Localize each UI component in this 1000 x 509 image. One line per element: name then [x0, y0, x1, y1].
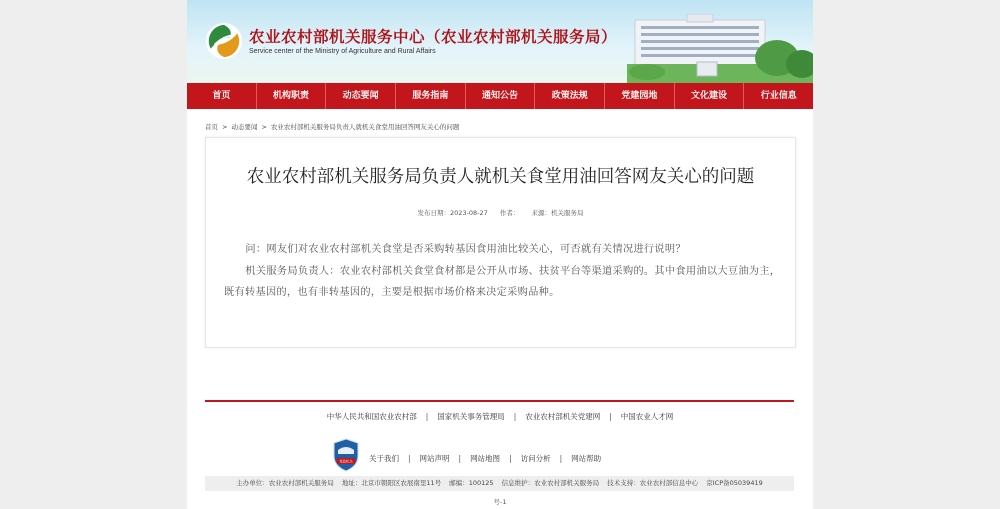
link-separator: |	[513, 412, 517, 421]
footer-analytics[interactable]: 访问分析	[520, 454, 551, 463]
page	[187, 0, 813, 509]
breadcrumb-separator: >	[222, 123, 228, 131]
badge-text: 党政机关	[339, 459, 353, 464]
publish-date: 发布日期：2023-08-27	[417, 209, 488, 217]
site-title: 农业农村部机关服务中心（农业农村部机关服务局）	[249, 28, 618, 46]
footer-site-statement[interactable]: 网站声明	[419, 454, 450, 463]
site-subtitle: Service center of the Ministry of Agriculture and Rural Affairs	[249, 48, 436, 55]
government-badge-icon[interactable]	[333, 438, 359, 472]
footer-info-bar	[205, 476, 794, 491]
breadcrumb-news[interactable]: 动态要闻	[231, 123, 258, 131]
breadcrumb-separator: >	[261, 123, 267, 131]
icp-suffix: 号-1	[493, 498, 507, 506]
footer-link-moa[interactable]: 中华人民共和国农业农村部	[326, 412, 417, 421]
author-label: 作者：	[499, 209, 520, 217]
article-panel	[205, 137, 796, 348]
link-separator: |	[559, 454, 563, 463]
breadcrumb	[205, 122, 459, 131]
site-header	[187, 0, 813, 83]
footer-external-links	[187, 411, 813, 422]
link-separator: |	[509, 454, 512, 463]
source-label: 来源：机关服务局	[531, 209, 584, 217]
footer-icp[interactable]: 京ICP备05039419	[706, 479, 763, 487]
footer-link-talent[interactable]: 中国农业人才网	[620, 412, 674, 421]
site-logo-icon	[205, 22, 243, 60]
footer-divider	[205, 400, 794, 402]
footer-host: 主办单位：农业农村部机关服务局	[236, 479, 334, 487]
footer-address: 地址：北京市朝阳区农展南里11号	[341, 479, 442, 487]
nav-item-news[interactable]: 动态要闻	[326, 83, 396, 109]
footer-site-map[interactable]: 网站地图	[470, 454, 501, 463]
nav-item-industry[interactable]: 行业信息	[760, 91, 797, 101]
footer-site-links	[369, 453, 601, 464]
nav-item-duties[interactable]: 机构职责	[257, 83, 327, 109]
nav-item-party[interactable]: 党建园地	[605, 83, 675, 109]
link-separator: |	[609, 412, 612, 421]
footer-postcode: 邮编：100125	[449, 479, 494, 487]
breadcrumb-home[interactable]: 首页	[205, 123, 218, 131]
footer-link-party[interactable]: 农业农村部机关党建网	[525, 412, 601, 421]
paragraph-answer: 机关服务局负责人：农业农村部机关食堂食材都是公开从市场、扶贫平台等渠道采购的。其中食用油以大豆油为主，既有转基因的，也有非转基因的，主要是根据市场价格来决定采购品种。	[224, 265, 781, 298]
breadcrumb-current: 农业农村部机关服务局负责人就机关食堂用油回答网友关心的问题	[270, 123, 460, 131]
nav-item-home[interactable]: 首页	[187, 83, 257, 109]
article-title: 农业农村部机关服务局负责人就机关食堂用油回答网友关心的问题	[246, 167, 755, 187]
building-illustration	[627, 14, 813, 83]
article-meta	[206, 208, 795, 217]
nav-item-culture[interactable]: 文化建设	[675, 83, 745, 109]
footer-tech-support: 技术支持：农业农村部信息中心	[607, 479, 699, 487]
nav-item-policies[interactable]: 政策法规	[535, 83, 605, 109]
footer-about-us[interactable]: 关于我们	[369, 454, 399, 463]
link-separator: |	[425, 412, 429, 421]
footer-maintainer: 信息维护：农业农村部机关服务局	[501, 479, 600, 487]
link-separator: |	[458, 454, 462, 463]
main-nav	[187, 83, 813, 109]
paragraph-question: 问：网友们对农业农村部机关食堂是否采购转基因食用油比较关心，可否就有关情况进行说明？	[245, 244, 686, 255]
nav-item-service-guide[interactable]: 服务指南	[396, 83, 466, 109]
footer-link-ggj[interactable]: 国家机关事务管理局	[437, 412, 505, 421]
nav-item-notices[interactable]: 通知公告	[466, 83, 536, 109]
footer-help[interactable]: 网站帮助	[571, 454, 602, 463]
article-body	[224, 239, 782, 304]
link-separator: |	[408, 454, 411, 463]
